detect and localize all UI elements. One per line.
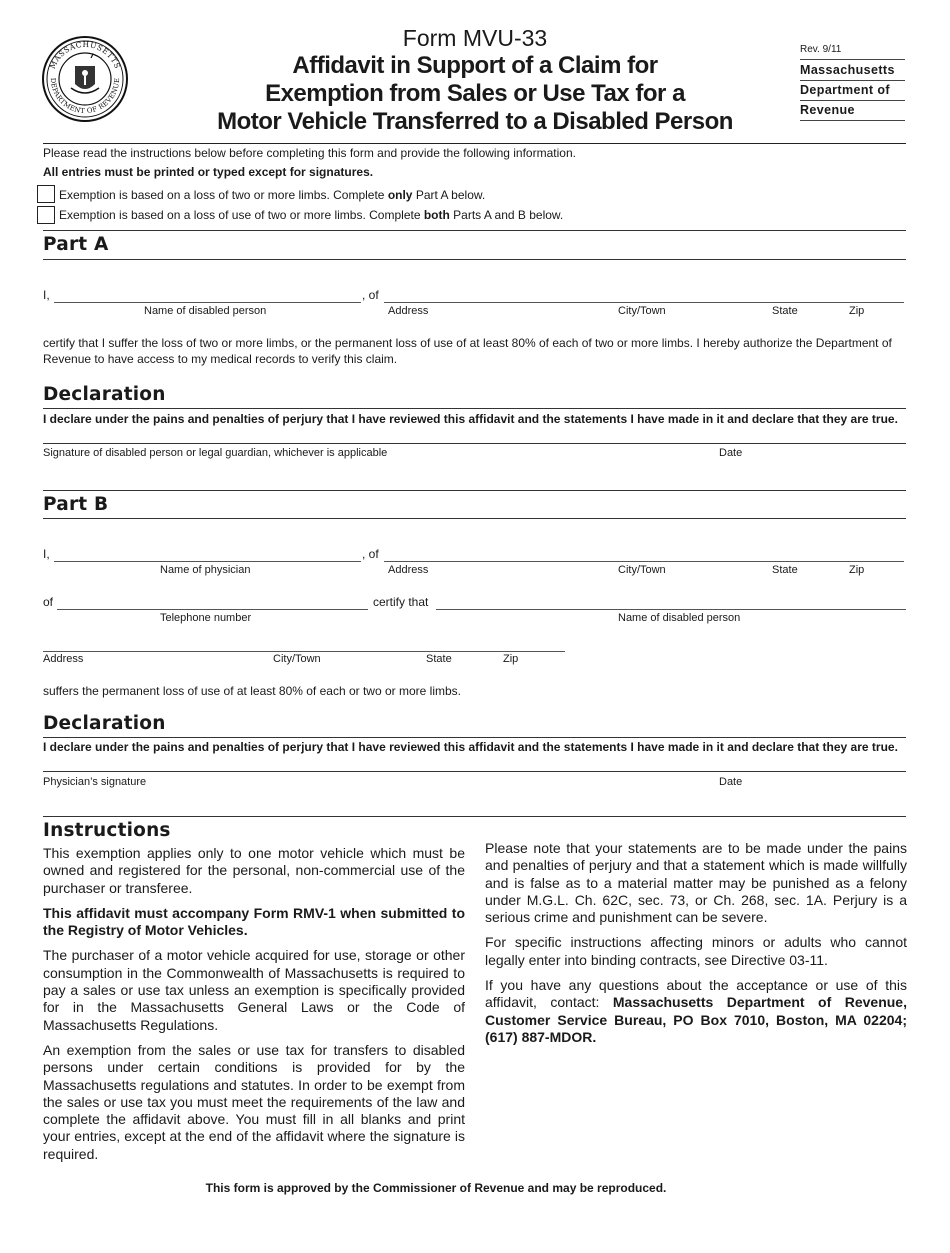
form-title-line-1: Affidavit in Support of a Claim for [292, 52, 658, 79]
part-b-suffers-text: suffers the permanent loss of use of at least 80% of each or two or more limbs. [43, 684, 461, 698]
part-b-date-field[interactable] [719, 797, 904, 813]
entries-note: All entries must be printed or typed except for signatures. [43, 165, 374, 179]
header-divider [43, 143, 906, 144]
instructions-p3: The purchaser of a motor vehicle acquired for use, storage or other consumption in the Commonwealth of Massachusetts is required to pay a sales or use tax unless an exemption is specifically provided for in the Massachusetts General Laws or the Code of Massachusetts Regulations. [43, 947, 465, 1033]
dept-line-3: Revenue [800, 100, 905, 121]
part-b-physician-label: Name of physician [160, 564, 251, 576]
part-a-address-input[interactable] [384, 286, 904, 303]
instructions-heading: Instructions [43, 820, 171, 841]
part-b-top-rule [43, 490, 906, 491]
part-b-zip-label: Zip [849, 564, 865, 576]
part-a-name-label: Name of disabled person [144, 305, 267, 317]
form-title-line-3: Motor Vehicle Transferred to a Disabled Person [217, 108, 733, 135]
part-b-certify-that: certify that [373, 595, 429, 609]
revision-date: Rev. 9/11 [800, 44, 842, 55]
part-a-zip-label: Zip [849, 305, 865, 317]
part-a-signature-top-rule [43, 443, 906, 444]
form-header [190, 24, 760, 136]
instructions-p2: This affidavit must accompany Form RMV-1 when submitted to the Registry of Motor Vehicles. [43, 904, 465, 939]
part-a-address-label: Address [388, 305, 429, 317]
part-a-signature-field[interactable] [43, 470, 703, 486]
dept-line-1: Massachusetts [800, 60, 905, 81]
part-a-heading: Part A [43, 234, 109, 255]
part-a-prefix-i: I, [43, 288, 50, 302]
part-b-city-2-label: City/Town [273, 653, 321, 665]
part-a-declaration-rule [43, 408, 906, 409]
exemption-option-2-label: Exemption is based on a loss of use of two or more limbs. Complete both Parts A and B below. [59, 208, 564, 222]
part-b-sep-of: , of [362, 547, 379, 561]
form-id: Form MVU-33 [402, 25, 548, 51]
part-b-telephone-input[interactable] [57, 593, 368, 610]
exemption-option-1-label: Exemption is based on a loss of two or more limbs. Complete only Part A below. [59, 188, 486, 202]
part-a-sep-of: , of [362, 288, 379, 302]
part-b-physician-name-input[interactable] [54, 545, 361, 562]
instructions-top-rule [43, 816, 906, 817]
part-a-declaration-heading: Declaration [43, 384, 166, 405]
part-a-city-label: City/Town [618, 305, 666, 317]
instructions-left-column [43, 845, 465, 1171]
part-a-top-rule [43, 230, 906, 231]
part-b-signature-label: Physician’s signature [43, 776, 147, 788]
part-b-address-label: Address [388, 564, 429, 576]
part-a-declaration-text: I declare under the pains and penalties of perjury that I have reviewed this affidavit and the statements I have made in it and declare that they are true. [43, 412, 898, 426]
part-b-prefix-i: I, [43, 547, 50, 561]
part-b-heading: Part B [43, 494, 109, 515]
part-b-state-label: State [772, 564, 798, 576]
part-b-signature-top-rule [43, 771, 906, 772]
part-b-phone-label: Telephone number [160, 612, 252, 624]
part-b-declaration-rule [43, 737, 906, 738]
part-b-state-2-label: State [426, 653, 452, 665]
part-b-declaration-text: I declare under the pains and penalties of perjury that I have reviewed this affidavit and the statements I have made in it and declare that they are true. [43, 740, 898, 754]
part-b-date-label: Date [719, 776, 743, 788]
part-b-zip-2-label: Zip [503, 653, 519, 665]
instructions-p7: If you have any questions about the acceptance or use of this affidavit, contact: Massachusetts Department of Revenue, Customer Service Bureau, PO Box 7010, Boston, MA 02204; (617) 887-MDOR. [485, 977, 907, 1045]
read-instructions-text: Please read the instructions below before completing this form and provide the following information. [43, 146, 576, 160]
form-title-line-2: Exemption from Sales or Use Tax for a [265, 80, 685, 107]
part-a-date-field[interactable] [719, 470, 904, 486]
part-b-signature-field[interactable] [43, 797, 703, 813]
exemption-loss-of-use-checkbox[interactable] [37, 206, 55, 224]
instructions-p6: For specific instructions affecting minors or adults who cannot legally enter into binding contracts, see Directive 03-11. [485, 934, 907, 968]
part-b-city-label: City/Town [618, 564, 666, 576]
part-b-heading-rule [43, 518, 906, 519]
dept-line-2: Department of [800, 80, 905, 101]
part-b-disabled-person-name-input[interactable] [436, 593, 906, 610]
part-a-state-label: State [772, 305, 798, 317]
part-a-signature-label: Signature of disabled person or legal guardian, whichever is applicable [43, 447, 388, 459]
part-a-date-label: Date [719, 447, 743, 459]
part-b-disabled-person-address-input[interactable] [43, 635, 565, 652]
instructions-p5: Please note that your statements are to be made under the pains and penalties of perjury and that a statement which is made willfully and is false as to a material matter may be punished as a felony under M.G.L. Ch. 62C, sec. 73, or Ch. 268, sec. 1A. Perjury is a serious crime and punishment can be severe. [485, 840, 907, 926]
part-b-address-2-label: Address [43, 653, 84, 665]
part-a-heading-rule [43, 259, 906, 260]
part-a-disabled-person-name-input[interactable] [54, 286, 361, 303]
part-b-physician-address-input[interactable] [384, 545, 904, 562]
instructions-right-column [485, 840, 907, 1054]
footer-approval-text: This form is approved by the Commissioner of Revenue and may be reproduced. [205, 1181, 667, 1195]
part-a-certify-text: certify that I suffer the loss of two or more limbs, or the permanent loss of use of at least 80% of each of two or more limbs. I hereby authorize the Department of Revenue to have access to my medical records to verify this claim. [43, 336, 892, 366]
part-b-declaration-heading: Declaration [43, 713, 166, 734]
svg-text:DEPARTMENT OF REVENUE: DEPARTMENT OF REVENUE [48, 77, 122, 116]
instructions-p4: An exemption from the sales or use tax for transfers to disabled persons under certain conditions is provided for by the Massachusetts regulations and statutes. In order to be exempt from the sales or use tax you must meet the requirements of the law and complete the affidavit above. You must fill in all blanks and print your entries, except at the end of the affidavit where the signature is required. [43, 1041, 465, 1162]
part-b-prefix-of: of [43, 595, 54, 609]
massachusetts-seal-logo [41, 36, 129, 122]
svg-text:MASSACHUSETTS: MASSACHUSETTS [47, 39, 123, 71]
exemption-loss-of-limbs-checkbox[interactable] [37, 185, 55, 203]
seal-icon [41, 36, 129, 122]
instructions-p1: This exemption applies only to one motor vehicle which must be owned and registered for the personal, non-commercial use of the purchaser or transferee. [43, 845, 465, 896]
part-b-disabled-person-label: Name of disabled person [618, 612, 741, 624]
